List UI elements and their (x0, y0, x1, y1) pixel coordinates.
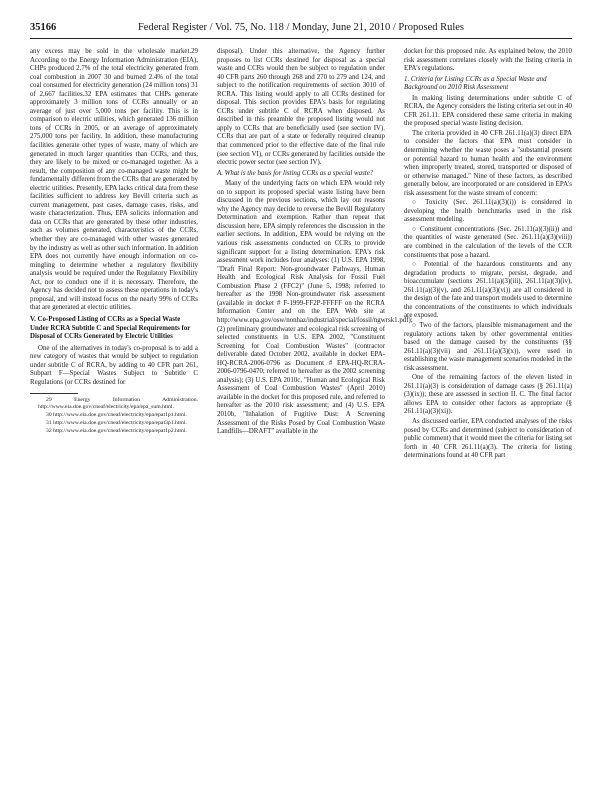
section-heading-v: V. Co-Proposed Listing of CCRs as a Special Waste Under RCRA Subtitle C and Special Requirements for Disposal of CCRs Generated by Electric Utilities (30, 315, 191, 341)
page-header (30, 22, 572, 39)
col2-paragraph-1: disposal). Under this alternative, the Agency further proposes to list CCRs destined for disposal as a special waste and CCRs would then be subject to regulation under 40 CFR parts 260 through 268 and 270 to 279 and 124, and subject to the notification requirements of section 3010 of RCRA. This listing would apply to all CCRs destined for disposal. This section provides EPA's basis for regulating CCRs under subtitle C of RCRA when disposed. As described in this preamble the proposed listing would not apply to CCRs that are beneficially used (see section IV). CCRs that are part of a state or federally required cleanup that commenced prior to the effective date of the final rule (see section VI), or CCRs generated by facilities outside the electric power sector (see section IV). (217, 48, 385, 167)
col3-paragraph-2: In making listing determinations under subtitle C of RCRA, the Agency considers the listing criteria set out in 40 CFR 261.11. EPA considered these same criteria in making the proposed special waste listing decision. (404, 94, 572, 128)
footnote-29: 29 Energy Information Administration. http://www.eia.doe.gov/cneaf/electricity/epa/epa_sum.html. (38, 397, 198, 411)
footnote-30: 30 http://www.eia.doe.gov/cneaf/electricity/epa/epat1p1.html. (46, 412, 187, 419)
col1-paragraph-1: any excess may be sold in the wholesale market.29 According to the Energy Information Administration (EIA), CHPs produced 2.7% of the total electricity generated from coal combustion in 2007 30 and burned 2.4% of the total coal consumed for electricity generation (24 million tons) 31 of 2,667 facilities.32 EPA estimates that CHPs generate approximately 3 million tons of CCRs annually or an average of just over 5,000 tons per facility. This is in comparison to electric utilities, which generated 136 million tons of CCRs in 2005, or an average of approximately 275,000 tons per facility. In addition, these manufacturing facilities generate other types of waste, many of which are generated in much larger quantities than CCRs, and thus, they are likely to be mixed or co-managed together. As a result, the composition of any co-managed waste might be fundamentally different from the CCRs that are generated by electric utilities. Presently, EPA lacks critical data from these facilities sufficient to address key Bevill criteria such as current management, past cases, damage cases, risks, and waste characterization. Thus, EPA solicits information and data on CCRs that are generated by these other industries, such as volumes generated, characteristics of the CCRs, whether they are co-managed with other wastes generated by the industry as well as other such information. In addition EPA does not currently have enough information on co-mingling to determine whether a regulatory flexibility analysis would be required under the Regulatory Flexibility Act, nor to conduct one if it is necessary. Therefore, the Agency has decided not to assess these operations in today's proposal, and will instead focus on the nearly 99% of CCRs that are generated at electric utilities. (30, 48, 198, 312)
bullet-migration: ○ Potential of the hazardous constituents and any degradation products to migrate, persist, degrade, and bioaccumulate (sections 261.11(a)(3)(iii), 261.11(a)(3)(iv), 261.11(a)(3)(v), and 261.11(a)(3)(vi)) are all considered in the design of the fate and transport models used to determine the concentrations of the constituents to which individuals are exposed. (404, 261, 573, 320)
column-3 (404, 48, 572, 462)
running-title: Federal Register / Vol. 75, No. 118 / Monday, June 21, 2010 / Proposed Rules (137, 22, 465, 33)
subheading-a: A. What is the basis for listing CCRs as a special waste? (217, 169, 374, 177)
footnote-31: 31 http://www.eia.doe.gov/cneaf/electricity/epa/epat3p1.html. (46, 420, 187, 427)
col3-paragraph-5: As discussed earlier, EPA conducted analyses of the risks posed by CCRs and determined (subject to consideration of public comment) that it would meet the criteria for listing set forth in 40 CFR 261.11(a)(3). The criteria for listing determinations found at 40 CFR part (404, 417, 573, 460)
bullet-toxicity: ○ Toxicity (Sec. 261.11(a)(3)(i)) is considered in developing the health benchmarks used in the risk assessment modeling. (404, 199, 572, 224)
page-number: 35166 (30, 22, 57, 33)
footnote-32: 32 http://www.eia.doe.gov/cneaf/electricity/epa/epat1p2.html. (46, 428, 187, 435)
footnote-rule (30, 393, 78, 394)
bullet-mismanagement: ○ Two of the factors, plausible mismanagement and the regulatory actions taken by other governmental entities based on the damage caused by the constituents (§§ 261.11(a)(3)(vii) and 261.11(a)(3)(x)), were used in establishing the waste management scenarios modeled in the risk assessment. (404, 321, 572, 372)
col3-paragraph-3: The criteria provided in 40 CFR 261.11(a)(3) direct EPA to consider the factors that EPA must consider in determining whether the waste poses a "substantial present or potential hazard to human health and the environment when improperly treated, stored, transported or disposed of or otherwise managed." Nine of these factors, as described generally below, are incorporated or are considered in EPA's risk assessment for the waste stream of concern: (404, 129, 572, 197)
col2-paragraph-2: Many of the underlying facts on which EPA would rely on to support its proposed special waste listing have been discussed in the previous sections, which lay out reasons why the Agency may decide to reverse the Bevill Regulatory Determination and exemption. Rather than repeat that discussion here, EPA simply references the discussion in the earlier sections. In addition, EPA would be relying on the various risk assessments conducted on CCRs to provide significant support for a listing determination. EPA's risk assessment work includes four analyses: (1) U.S. EPA 1998, "Draft Final Report: Non-groundwater Pathways, Human Health and Ecological Risk Analysis for Fossil Fuel Combustion Phase 2 (FFC2)" (June 5, 1998; referred to hereafter as the 1998 Non-groundwater risk assessment (available in docket # F-1999-FF2P-FFFFF on the RCRA Information Center and on the EPA Web site at http://www.epa.gov/osw/nonhaz/industrial/special/fossil/ngwrsk1.pdf); (2) preliminary groundwater and ecological risk screening of selected constituents in U.S. EPA 2002, "Constituent Screening for Coal Combustion Wastes" (contractor deliverable dated October 2002, available in docket EPA-HQ-RCRA-2006-0796 as Document # EPA-HQ-RCRA-2006-0796-0470; referred to hereafter as the 2002 screening analysis); (3) U.S. EPA 2010c, "Human and Ecological Risk Assessment of Coal Combustion Wastes" (April 2010) available in the docket for this proposed rule, and referred to hereafter as the 2010 risk assessment; and (4) U.S. EPA 2010b, "Inhalation of Fugitive Dust: A Screening Assessment of the Risks Posed by Coal Combustion Waste Landfills—DRAFT" available in the (217, 180, 413, 436)
col1-paragraph-2: One of the alternatives in today's co-proposal is to add a new category of wastes that would be subject to regulation under subtitle C of RCRA, by adding to 40 CFR part 261, Subpart F—Special Wastes Subject to Subtitle C Regulations (or CCRs destined for (30, 344, 198, 386)
subheading-1: 1. Criteria for Listing CCRs as a Special Waste and Background on 2010 Risk Assessment (404, 75, 547, 92)
col3-paragraph-4: One of the remaining factors of the eleven listed in 261.11(a)(3) is consideration of damage cases (§ 261.11(a)(3)(ix)); these are assessed in section II. C. The final factor allows EPA to consider other factors as appropriate (§ 261.11(a)(3)(xi)). (404, 374, 572, 416)
column-1 (30, 48, 198, 436)
bullet-concentrations: ○ Constituent concentrations (Sec. 261.11(a)(3)(ii)) and the quantities of waste generated (Sec. 261.11(a)(3)(viii)) are combined in the calculation of the levels of the CCR constituents that pose a hazard. (404, 225, 572, 259)
column-2 (217, 48, 413, 438)
col3-paragraph-1: docket for this proposed rule. As explained below, the 2010 risk assessment correlates closely with the listing criteria in EPA's regulations. (404, 48, 572, 73)
